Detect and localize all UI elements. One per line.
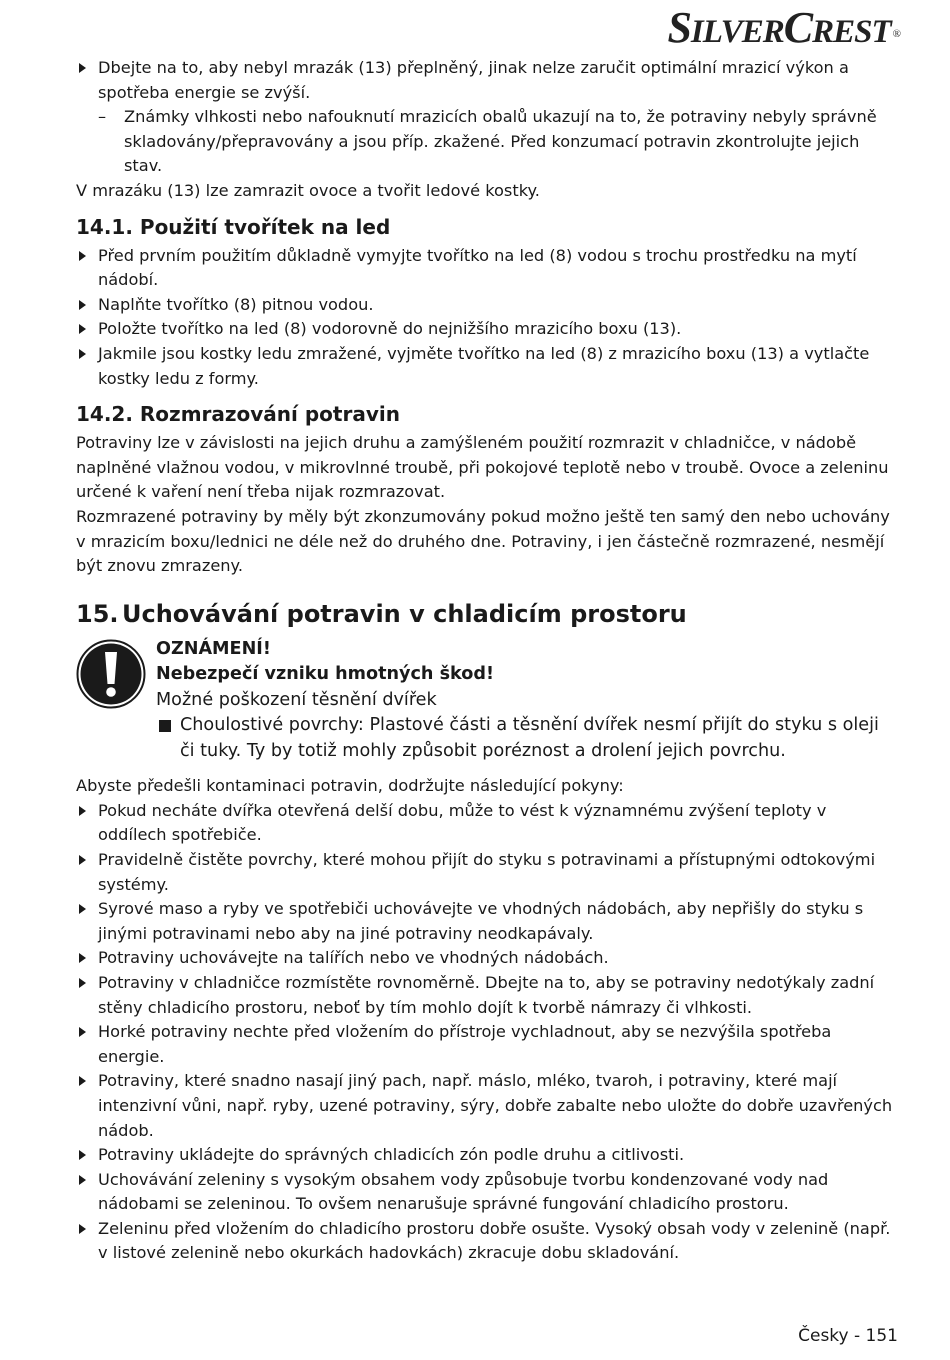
- notice-item: Choulostivé povrchy: Plastové části a těsnění dvířek nesmí přijít do styku s oleji či tuky. Ty by totiž mohly způsobit poréznost a drolení jejich povrchu.: [156, 713, 898, 764]
- list-item: Před prvním použitím důkladně vymyjte tvořítko na led (8) vodou s trochu prostředku na mytí nádobí.: [76, 244, 898, 293]
- page-content: [76, 56, 898, 1266]
- paragraph: V mrazáku (13) lze zamrazit ovoce a tvořit ledové kostky.: [76, 180, 540, 200]
- list-item: Horké potraviny nechte před vložením do přístroje vychladnout, aby se nezvýšila spotřeba energie.: [76, 1020, 898, 1069]
- chapter-title-text: Uchovávání potravin v chladicím prostoru: [122, 599, 687, 628]
- paragraph: Rozmrazené potraviny by měly být zkonzumovány pokud možno ještě ten samý den nebo uchovány v mrazicím boxu/lednici ne déle než do druhého dne. Potraviny, i jen částečně rozmrazené, nesmějí být znovu zmrazeny.: [76, 506, 890, 576]
- list-item: Potraviny ukládejte do správných chladicích zón podle druhu a citlivosti.: [76, 1143, 898, 1168]
- storage-list: [76, 799, 898, 1266]
- list-item: Pokud necháte dvířka otevřená delší dobu, může to vést k významnému zvýšení teploty v oddílech spotřebiče.: [76, 799, 898, 848]
- chapter-title: [76, 599, 898, 629]
- list-item: Zeleninu před vložením do chladicího prostoru dobře osušte. Vysoký obsah vody v zelenině (např. v listové zelenině nebo okurkách hadovkách) zkracuje dobu skladování.: [76, 1217, 898, 1266]
- list-item: Syrové maso a ryby ve spotřebiči uchovávejte ve vhodných nádobách, aby nepřišly do styku s jinými potravinami nebo aby na jiné potraviny neodkapávaly.: [76, 897, 898, 946]
- list-item: Pravidelně čistěte povrchy, které mohou přijít do styku s potravinami a přístupnými odtokovými systémy.: [76, 848, 898, 897]
- list-item: Potraviny, které snadno nasají jiný pach, např. máslo, mléko, tvaroh, i potraviny, které mají intenzivní vůni, např. ryby, uzené potraviny, sýry, dobře zabalte nebo uložte do dobře uzavřených nádob.: [76, 1069, 898, 1143]
- list-item: Potraviny uchovávejte na talířích nebo ve vhodných nádobách.: [76, 946, 898, 971]
- list-item: Položte tvořítko na led (8) vodorovně do nejnižšího mrazicího boxu (13).: [76, 317, 898, 342]
- page-number: Česky - 151: [798, 1326, 898, 1346]
- paragraph: Potraviny lze v závislosti na jejich druhu a zamýšleném použití rozmrazit v chladničce, v nádobě naplněné vlažnou vodou, v mikrovlnné troubě, při pokojové teplotě nebo v troubě. Ovoce a zeleninu určené k vaření není třeba nijak rozmrazovat.: [76, 433, 889, 502]
- list-item: Potraviny v chladničce rozmístěte rovnoměrně. Dbejte na to, aby se potraviny nedotýkaly zadní stěny chladicího prostoru, neboť by tím mohlo dojít k tvorbě námrazy či vlhkosti.: [76, 971, 898, 1020]
- intro-list: [76, 56, 898, 179]
- notice-text: Možné poškození těsnění dvířek: [156, 689, 437, 710]
- notice-subheading: Nebezpečí vzniku hmotných škod!: [156, 664, 494, 685]
- ice-tray-list: [76, 244, 898, 392]
- list-item: Dbejte na to, aby nebyl mrazák (13) přeplněný, jinak nelze zaručit optimální mrazicí výkon a spotřeba energie se zvýší.: [76, 56, 898, 105]
- brand-logo: SILVERCREST ®: [667, 3, 900, 52]
- exclamation-icon: [76, 639, 146, 709]
- notice-box: [76, 637, 898, 765]
- list-item: Naplňte tvořítko (8) pitnou vodou.: [76, 293, 898, 318]
- list-item: Uchovávání zeleniny s vysokým obsahem vody způsobuje tvorbu kondenzované vody nad nádobami se zeleninou. To ovšem nenarušuje správné fungování chladicího prostoru.: [76, 1168, 898, 1217]
- paragraph: Abyste předešli kontaminaci potravin, dodržujte následující pokyny:: [76, 776, 624, 796]
- list-item: – Známky vlhkosti nebo nafouknutí mrazicích obalů ukazují na to, že potraviny nebyly správně skladovány/přepravovány a jsou příp. zkažené. Před konzumací potravin zkontrolujte jejich stav.: [76, 105, 898, 179]
- chapter-number: 15.: [76, 599, 119, 628]
- notice-heading: OZNÁMENÍ!: [156, 638, 271, 659]
- section-title: 14.2. Rozmrazování potravin: [76, 402, 400, 427]
- list-item: Jakmile jsou kostky ledu zmražené, vyjměte tvořítko na led (8) z mrazicího boxu (13) a vytlačte kostky ledu z formy.: [76, 342, 898, 391]
- section-title: 14.1. Použití tvořítek na led: [76, 214, 391, 239]
